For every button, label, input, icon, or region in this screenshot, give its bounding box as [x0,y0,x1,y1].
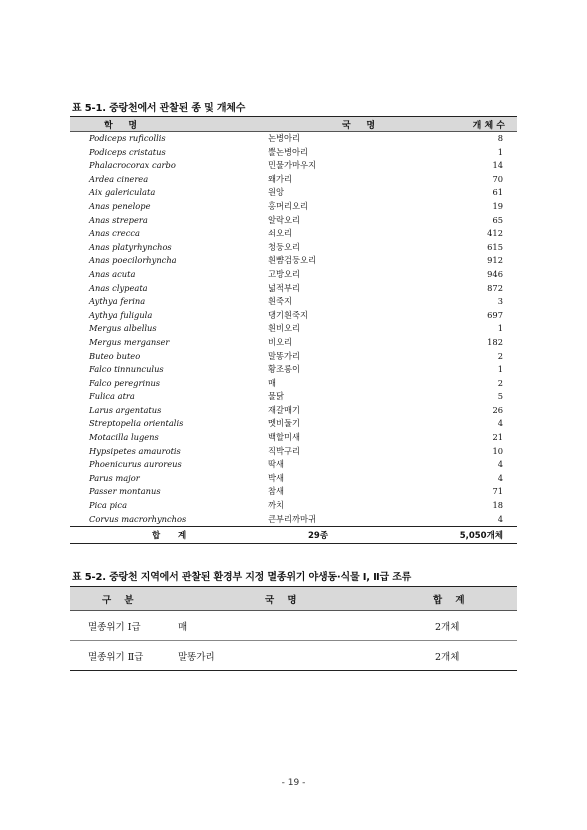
scientific-name-cell: Larus argentatus [89,404,162,415]
table-row [70,611,517,641]
table-row [70,295,517,309]
table-row [70,445,517,459]
scientific-name-cell: Corvus macrorhynchos [70,513,260,527]
table-row [70,282,517,296]
table-row [70,513,517,527]
korean-name-cell: 큰부리까마귀 [260,513,420,527]
table-row [70,472,517,486]
count-cell: 1 [497,364,503,375]
name-cell: 말똥가리 [170,641,423,671]
scientific-name-cell: Phalacrocorax carbo [89,160,176,171]
table-row [70,268,517,282]
scientific-name-cell: Mergus merganser [89,336,170,347]
table-row [70,186,517,200]
korean-name-cell: 원앙 [268,187,285,198]
scientific-name-cell: Falco peregrinus [89,377,161,388]
count-cell: 2 [497,377,503,388]
table-row [70,499,517,513]
endangered-species-table [70,586,517,671]
korean-name-cell: 흰뺨검둥오리 [268,255,317,266]
table-row [70,132,517,146]
count-cell: 2 [497,350,503,361]
table-row [70,309,517,323]
table-row [70,363,517,377]
korean-name-cell: 고방오리 [268,268,301,279]
table2-header-row [70,587,517,611]
table1-caption: 표 5-1. 중랑천에서 관찰된 종 및 개체수 [72,103,246,114]
header-korean-name: 국 명 [260,117,420,132]
table1-total-row [70,527,517,544]
count-cell: 3 [497,296,503,307]
count-cell: 26 [492,404,503,415]
count-cell: 4 [420,513,517,527]
count-cell: 4 [497,418,503,429]
count-cell: 61 [492,187,503,198]
count-cell: 70 [492,173,503,184]
total-label: 합 계 [70,527,260,544]
korean-name-cell: 흰비오리 [268,323,301,334]
count-cell: 65 [492,214,503,225]
scientific-name-cell: Passer montanus [89,486,161,497]
korean-name-cell: 비오리 [268,336,293,347]
count-cell: 71 [492,486,503,497]
total-species: 29종 [260,527,420,544]
count-cell: 912 [487,255,503,266]
table-row [70,404,517,418]
scientific-name-cell: Pica pica [89,500,128,511]
table-row [70,241,517,255]
table-row [70,641,517,671]
korean-name-cell: 직박구리 [268,445,301,456]
count-cell: 19 [492,200,503,211]
count-cell: 10 [492,445,503,456]
scientific-name-cell: Mergus albellus [89,323,157,334]
name-cell: 매 [170,611,423,641]
table-row [70,336,517,350]
korean-name-cell: 멧비둘기 [268,418,301,429]
category-cell: 멸종위기 Ⅱ급 [70,641,170,671]
header-name: 국 명 [170,587,423,611]
korean-name-cell: 박새 [268,472,285,483]
scientific-name-cell: Motacilla lugens [89,432,159,443]
scientific-name-cell: Phoenicurus auroreus [89,459,182,470]
table-row [70,485,517,499]
korean-name-cell: 논병아리 [268,133,301,143]
scientific-name-cell: Streptopelia orientalis [89,418,184,429]
count-cell: 8 [497,133,503,143]
scientific-name-cell: Anas poecilorhyncha [89,255,177,266]
count-cell: 4 [497,472,503,483]
total-cell: 2개체 [423,611,517,641]
scientific-name-cell: Aix galericulata [89,187,156,198]
scientific-name-cell: Ardea cinerea [89,173,149,184]
count-cell: 18 [492,500,503,511]
table-row [70,458,517,472]
total-individuals: 5,050개체 [420,527,517,544]
korean-name-cell: 민물가마우지 [268,160,317,171]
scientific-name-cell: Fulica atra [89,391,135,402]
scientific-name-cell: Falco tinnunculus [89,364,164,375]
table1-header-row [70,117,517,132]
korean-name-cell: 황조롱이 [268,364,301,375]
count-cell: 4 [497,459,503,470]
header-category: 구 분 [70,587,170,611]
table-row [70,173,517,187]
table-row [70,200,517,214]
korean-name-cell: 재갈매기 [268,404,301,415]
count-cell: 615 [487,241,503,252]
scientific-name-cell: Anas platyrhynchos [89,241,172,252]
scientific-name-cell: Anas crecca [89,228,140,239]
scientific-name-cell: Hypsipetes amaurotis [89,445,181,456]
table-row [70,322,517,336]
table-row [70,159,517,173]
korean-name-cell: 알락오리 [268,214,301,225]
table-row [70,350,517,364]
count-cell: 14 [492,160,503,171]
korean-name-cell: 참새 [268,486,285,497]
korean-name-cell: 댕기흰죽지 [268,309,309,320]
korean-name-cell: 왜가리 [268,173,293,184]
category-cell: 멸종위기 Ⅰ급 [70,611,170,641]
scientific-name-cell: Podiceps cristatus [89,146,166,157]
table-row [70,227,517,241]
scientific-name-cell: Anas acuta [89,268,136,279]
korean-name-cell: 물닭 [268,391,285,402]
scientific-name-cell: Buteo buteo [89,350,141,361]
korean-name-cell: 말똥가리 [268,350,301,361]
table-row [70,390,517,404]
count-cell: 872 [487,282,503,293]
count-cell: 21 [492,432,503,443]
table-row [70,377,517,391]
table-row [70,417,517,431]
korean-name-cell: 홍머리오리 [268,200,309,211]
table1-body [70,132,517,527]
count-cell: 5 [497,391,503,402]
scientific-name-cell: Podiceps ruficollis [89,133,166,143]
page-number: - 19 - [281,778,306,788]
table-row [70,146,517,160]
species-count-table [70,116,517,544]
count-cell: 697 [487,309,503,320]
table-row [70,254,517,268]
header-count: 개 체 수 [420,117,517,132]
table2-caption: 표 5-2. 중랑천 지역에서 관찰된 환경부 지정 멸종위기 야생동·식물 Ⅰ, Ⅱ급 조류 [72,572,412,583]
table-row [70,431,517,445]
count-cell: 1 [497,323,503,334]
scientific-name-cell: Parus major [89,472,140,483]
korean-name-cell: 청둥오리 [268,241,301,252]
korean-name-cell: 매 [268,377,277,388]
count-cell: 946 [487,268,503,279]
table-row [70,214,517,228]
korean-name-cell: 쇠오리 [268,228,293,239]
total-cell: 2개체 [423,641,517,671]
count-cell: 412 [487,228,503,239]
korean-name-cell: 뿔논병아리 [268,146,309,157]
count-cell: 182 [487,336,503,347]
korean-name-cell: 까치 [268,500,285,511]
table2-body [70,611,517,671]
header-scientific-name: 학 명 [70,117,260,132]
header-total: 합 계 [423,587,517,611]
korean-name-cell: 백할미새 [268,432,301,443]
scientific-name-cell: Anas strepera [89,214,148,225]
korean-name-cell: 딱새 [268,459,285,470]
scientific-name-cell: Anas clypeata [89,282,148,293]
count-cell: 1 [497,146,503,157]
scientific-name-cell: Anas penelope [89,200,151,211]
scientific-name-cell: Aythya fuligula [89,309,153,320]
scientific-name-cell: Aythya ferina [89,296,146,307]
korean-name-cell: 넓적부리 [268,282,301,293]
korean-name-cell: 흰죽지 [268,296,293,307]
